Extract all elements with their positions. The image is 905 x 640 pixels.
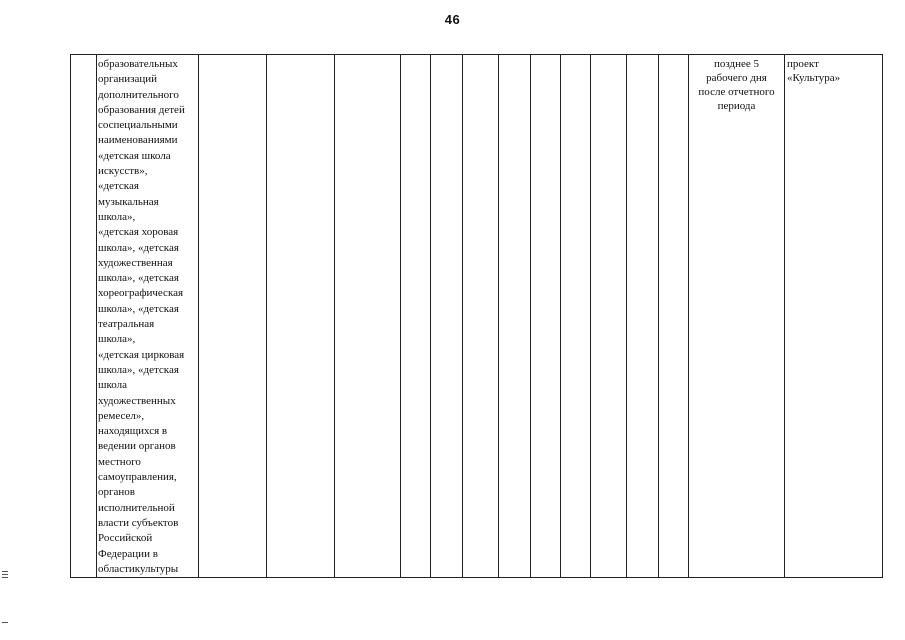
deadline-cell — [689, 55, 785, 578]
document-table — [70, 54, 883, 578]
empty-cell — [627, 55, 659, 578]
margin-mark — [2, 574, 8, 575]
empty-cell — [463, 55, 499, 578]
empty-cell — [591, 55, 627, 578]
empty-cell — [267, 55, 335, 578]
index-cell — [71, 55, 97, 578]
deadline-text: позднее 5 рабочего дня после отчетного периода — [698, 58, 775, 112]
empty-cell — [659, 55, 689, 578]
table-row — [71, 55, 883, 578]
margin-mark — [2, 577, 8, 578]
margin-mark — [2, 622, 8, 623]
description-text: образовательных организаций дополнительного образования детей соспециальными наименованиями «детская школа искусств», «детская музыкальная школа», «детская хоровая школа», «детская художественная школа», «детская хореографическая школа», «детская театральная школа», «детская цирковая школа», «детская школа художественных ремесел», находящихся в ведении органов местного самоуправления, органов исполнительной власти субъектов Российской Федерации в областикультуры — [98, 58, 185, 575]
empty-cell — [401, 55, 431, 578]
empty-cell — [199, 55, 267, 578]
page-number: 46 — [444, 12, 461, 27]
margin-mark — [2, 571, 8, 572]
description-cell — [97, 55, 199, 578]
empty-cell — [561, 55, 591, 578]
empty-cell — [531, 55, 561, 578]
project-text: проект «Культура» — [787, 58, 841, 84]
empty-cell — [335, 55, 401, 578]
empty-cell — [499, 55, 531, 578]
empty-cell — [431, 55, 463, 578]
project-cell — [785, 55, 883, 578]
